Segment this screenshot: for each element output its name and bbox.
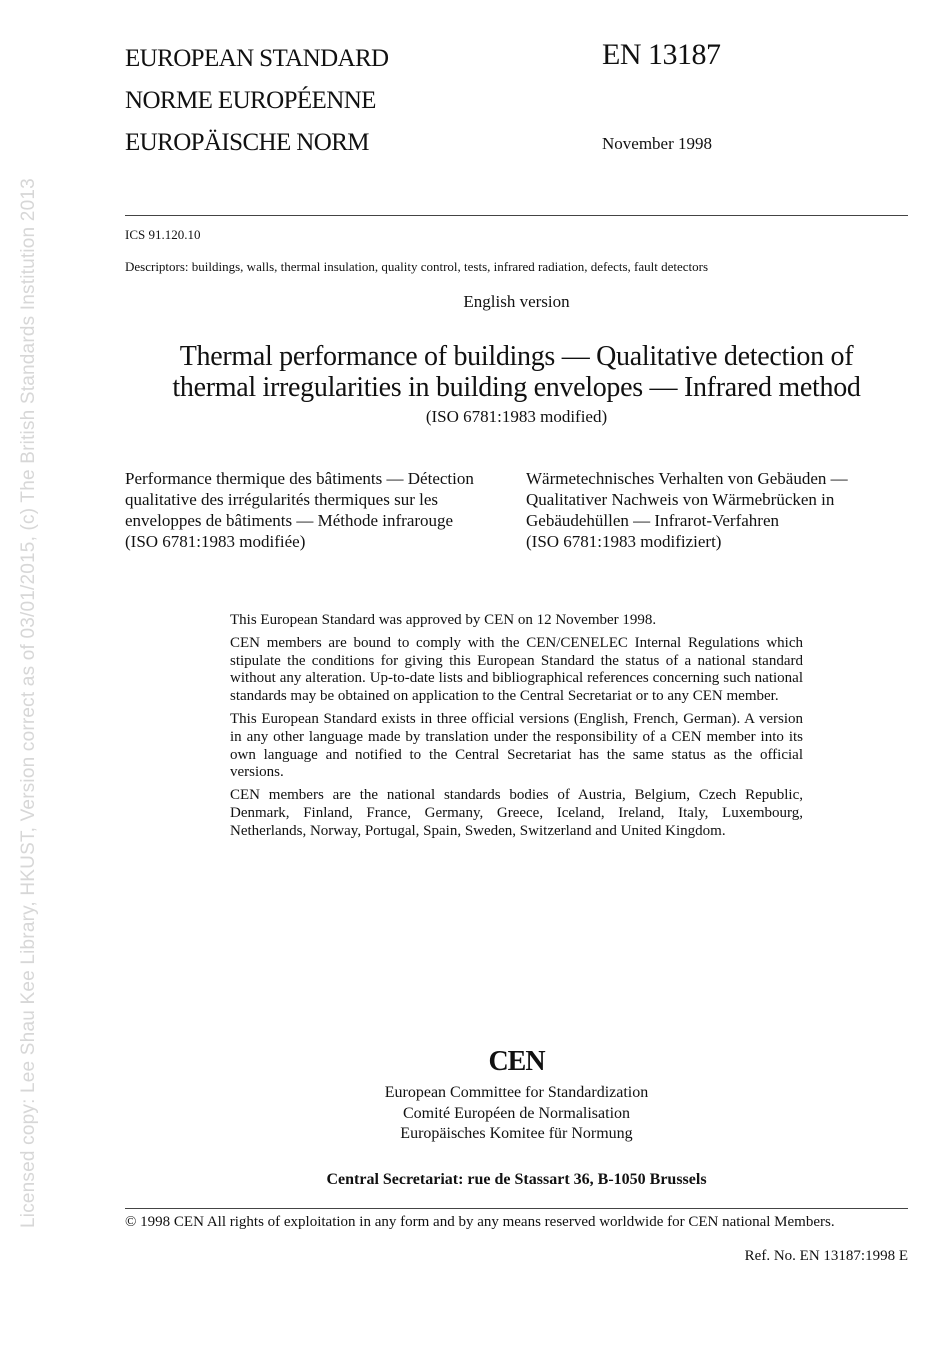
french-title-line: qualitative des irrégularités thermiques sur les bbox=[125, 490, 438, 509]
approval-paragraph: CEN members are the national standards bodies of Austria, Belgium, Czech Republic, Denmark, Finland, France, Germany, Greece, Iceland, Ireland, Italy, Luxembourg, Netherlands, Norway, Portugal, Spain, Sweden, Switzerland and United Kingdom. bbox=[230, 787, 803, 839]
french-title-line: (ISO 6781:1983 modifiée) bbox=[125, 532, 306, 551]
cen-logo: CEN bbox=[488, 1046, 545, 1077]
title-line-1: Thermal performance of buildings — Qualitative detection of bbox=[179, 341, 854, 372]
approval-paragraph: This European Standard was approved by CEN on 12 November 1998. bbox=[230, 612, 657, 628]
approval-paragraph: This European Standard exists in three official versions (English, French, German). A version in any other language made by translation under the responsibility of a CEN member into its own language and notified to the Central Secretariat has the same status as the official versions. bbox=[230, 710, 803, 781]
header-french: NORME EUROPÉENNE bbox=[125, 87, 376, 114]
cen-names bbox=[125, 1083, 908, 1145]
cen-name-german: Europäisches Komitee für Normung bbox=[400, 1125, 633, 1142]
publication-date: November 1998 bbox=[602, 134, 713, 153]
main-title bbox=[125, 341, 908, 403]
german-title-line: (ISO 6781:1983 modifiziert) bbox=[526, 532, 722, 551]
german-title-line: Wärmetechnisches Verhalten von Gebäuden — bbox=[526, 469, 848, 488]
version-label: English version bbox=[463, 292, 570, 311]
approval-text bbox=[230, 612, 803, 846]
descriptors: Descriptors: buildings, walls, thermal insulation, quality control, tests, infrared radiation, defects, fault detectors bbox=[125, 259, 709, 274]
footer-divider bbox=[125, 1208, 908, 1209]
copyright-notice: © 1998 CEN All rights of exploitation in any form and by any means reserved worldwide for CEN national Members. bbox=[125, 1214, 835, 1230]
german-title-line: Gebäudehüllen — Infrarot-Verfahren bbox=[526, 511, 779, 530]
iso-reference: (ISO 6781:1983 modified) bbox=[425, 407, 608, 426]
german-title-line: Qualitativer Nachweis von Wärmebrücken in bbox=[526, 490, 835, 509]
license-watermark: Licensed copy: Lee Shau Kee Library, HKUST, Version correct as of 03/01/2015, (c) The British Standards Institution 2013 bbox=[18, 178, 39, 1228]
header-german: EUROPÄISCHE NORM bbox=[125, 129, 369, 156]
standard-number: EN 13187 bbox=[602, 38, 721, 71]
ics-code: ICS 91.120.10 bbox=[125, 227, 201, 242]
cen-name-french: Comité Européen de Normalisation bbox=[402, 1104, 631, 1122]
french-title-line: enveloppes de bâtiments — Méthode infrarouge bbox=[125, 511, 454, 530]
header-divider bbox=[125, 215, 908, 216]
title-line-2: thermal irregularities in building envelopes — Infrared method bbox=[172, 372, 861, 403]
approval-paragraph: CEN members are bound to comply with the CEN/CENELEC Internal Regulations which stipulate the conditions for giving this European Standard the status of a national standard without any alteration. Up-to-date lists and bibliographical references concerning such national standards may be obtained on application to the Central Secretariat or to any CEN member. bbox=[230, 634, 803, 705]
german-title bbox=[526, 468, 916, 552]
header-english: EUROPEAN STANDARD bbox=[125, 45, 389, 72]
french-title-line: Performance thermique des bâtiments — Détection bbox=[125, 469, 474, 488]
reference-number: Ref. No. EN 13187:1998 E bbox=[744, 1248, 908, 1264]
cen-name-english: European Committee for Standardization bbox=[384, 1084, 649, 1101]
central-secretariat: Central Secretariat: rue de Stassart 36, B-1050 Brussels bbox=[326, 1171, 707, 1188]
french-title bbox=[125, 468, 515, 552]
